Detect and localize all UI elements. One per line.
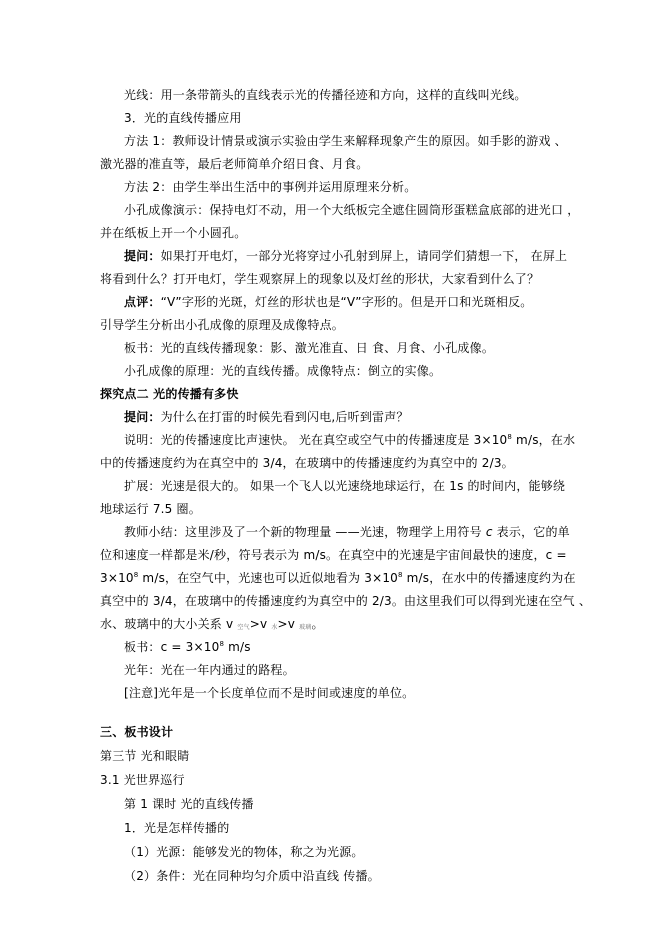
question-label: 提问： [124, 249, 161, 263]
text-line [124, 433, 575, 447]
text-line: 光线：用一条带箭头的直线表示光的传播径迹和方向，这样的直线叫光线。 [124, 88, 527, 102]
text-line: 位和速度一样都是米/秒，符号表示为 m/s。在真空中的光速是宇宙间最快的速度，c = [100, 548, 567, 562]
text-line: [注意]光年是一个长度单位而不是时间或速度的单位。 [124, 686, 415, 700]
text-line: 光年：光在一年内通过的路程。 [124, 663, 295, 677]
superscript: 8 [507, 433, 513, 441]
question-label: 提问： [124, 410, 161, 424]
text-line: 中的传播速度约为在真空中的 3/4，在玻璃中的传播速度约为真空中的 2/3。 [100, 456, 514, 470]
text-line [100, 571, 576, 585]
text-line [100, 617, 324, 635]
text-span: 。 [311, 617, 324, 631]
text-line: 小孔成像的原理：光的直线传播。成像特点：倒立的实像。 [124, 364, 442, 378]
comment-label: 点评： [124, 295, 161, 309]
text-line: 方法 2：由学生举出生活中的事例并运用原理来分析。 [124, 180, 417, 194]
text-span: >v [249, 617, 272, 631]
text-line: 并在纸板上开一个小圆孔。 [100, 226, 247, 240]
text-span: >v [277, 617, 300, 631]
text-span: 板书：c = 3×10 [124, 640, 220, 654]
text-span: 水、玻璃中的大小关系 v [100, 617, 238, 631]
text-line: 将看到什么？打开电灯，学生观察屏上的现象以及灯丝的形状，大家看到什么了？ [100, 272, 540, 286]
text-line: 1．光是怎样传播的 [124, 821, 230, 835]
text-span: 3×10 [100, 571, 134, 585]
text-span: 说明：光的传播速度比声速快。 光在真空或空气中的传播速度是 3×10 [124, 433, 508, 447]
text-span: 表示，它的单 [492, 525, 570, 539]
text-line: 真空中的 3/4，在玻璃中的传播速度约为真空中的 2/3。由这里我们可以得到光速在空气 、 [100, 594, 592, 608]
question-line [124, 249, 567, 263]
symbol: c [485, 525, 493, 539]
text-line [124, 525, 570, 539]
text-line: 3.1 光世界巡行 [100, 773, 185, 787]
subscript: 空气 [237, 624, 250, 631]
subscript: 玻璃 [299, 624, 312, 631]
text-line [124, 640, 251, 654]
text-span: m/s，在水 [512, 433, 576, 447]
question-text: 为什么在打雷的时候先看到闪电,后听到雷声？ [160, 410, 409, 424]
text-span: m/s [224, 640, 251, 654]
text-line: 扩展：光速是很大的。 如果一个飞人以光速绕地球运行，在 1s 的时间内，能够绕 [124, 479, 566, 493]
question-line [124, 410, 409, 424]
text-line: 3．光的直线传播应用 [124, 111, 242, 125]
text-line: 引导学生分析出小孔成像的原理及成像特点。 [100, 318, 345, 332]
subscript: 水 [271, 624, 278, 631]
text-line: 第三节 光和眼睛 [100, 749, 190, 763]
section-heading: 三、板书设计 [100, 725, 174, 739]
text-span: m/s，在水中的传播速度约为在 [402, 571, 576, 585]
superscript: 8 [133, 571, 139, 579]
text-line: 小孔成像演示：保持电灯不动，用一个大纸板完全遮住圆筒形蛋糕盒底部的进光口 ， [124, 203, 580, 217]
superscript: 8 [398, 571, 403, 579]
comment-line [124, 295, 533, 309]
comment-text: “V”字形的光斑，灯丝的形状也是“V”字形的。但是开口和光斑相反。 [160, 295, 533, 309]
text-span: m/s，在空气中，光速也可以近似地看为 3×10 [138, 571, 398, 585]
section-heading: 探究点二 光的传播有多快 [100, 387, 239, 401]
superscript: 8 [219, 640, 225, 648]
text-line: （2）条件：光在同种均匀介质中沿直线 传播。 [124, 869, 380, 883]
text-line: 方法 1：教师设计情景或演示实验由学生来解释现象产生的原因。如手影的游戏 、 [124, 134, 567, 148]
text-line: 激光器的准直等，最后老师简单介绍日食、月食。 [100, 157, 369, 171]
text-line: 地球运行 7.5 圈。 [100, 502, 201, 516]
text-line: 第 1 课时 光的直线传播 [124, 797, 254, 811]
text-line: （1）光源：能够发光的物体，称之为光源。 [124, 845, 364, 859]
question-text: 如果打开电灯，一部分光将穿过小孔射到屏上，请同学们猜想一下， 在屏上 [160, 249, 568, 263]
text-span: 教师小结：这里涉及了一个新的物理量 ——光速，物理学上用符号 [124, 525, 486, 539]
text-line: 板书：光的直线传播现象：影、激光准直、日 食、月食、小孔成像。 [124, 341, 495, 355]
